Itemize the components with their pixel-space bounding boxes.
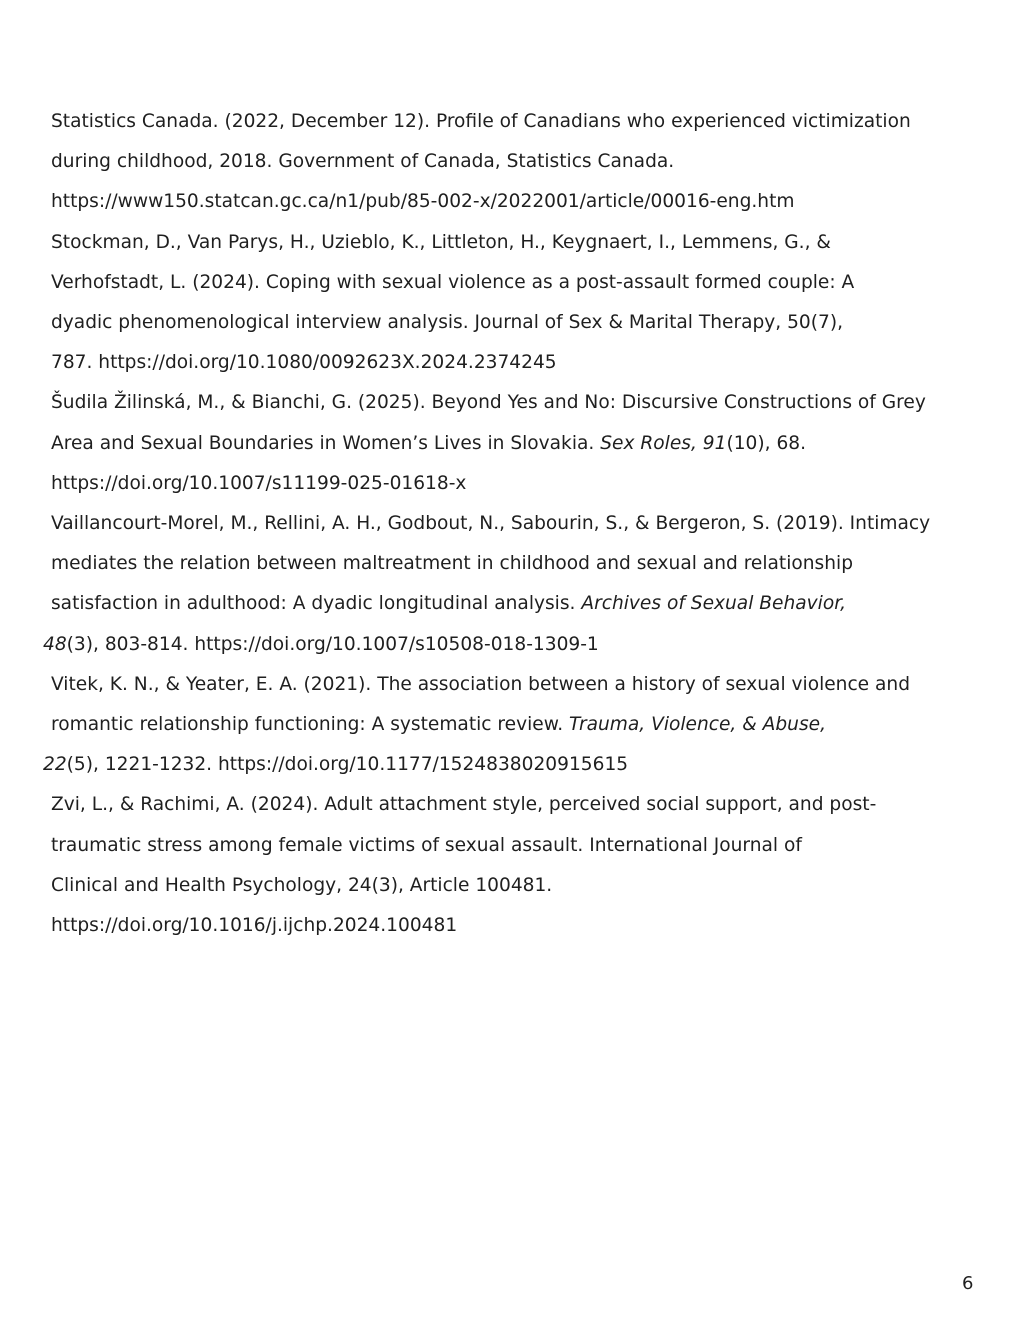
reference-line: Šudila Žilinská, M., & Bianchi, G. (2025). Beyond Yes and No: Discursive Constructions of Grey	[51, 392, 926, 414]
reference-entry-statistics-canada	[51, 102, 976, 223]
reference-line: dyadic phenomenological interview analysis. Journal of Sex & Marital Therapy, 50(7),	[51, 312, 844, 334]
reference-line: Verhofstadt, L. (2024). Coping with sexual violence as a post-assault formed couple: A	[51, 271, 855, 293]
reference-line-with-link[interactable]	[43, 745, 976, 785]
reference-entry-stockman	[51, 223, 976, 384]
reference-line-with-link[interactable]	[43, 625, 976, 665]
reference-link[interactable]: https://doi.org/10.1016/j.ijchp.2024.100481	[51, 915, 458, 937]
reference-line	[51, 584, 976, 624]
reference-link[interactable]: https://doi.org/10.1007/s11199-025-01618-x	[51, 472, 467, 494]
reference-link[interactable]: https://www150.statcan.gc.ca/n1/pub/85-002-x/2022001/article/00016-eng.htm	[51, 191, 795, 213]
reference-line	[51, 705, 976, 745]
page-number: 6	[962, 1273, 974, 1294]
reference-line	[51, 424, 976, 464]
reference-line: traumatic stress among female victims of sexual assault. International Journal of	[51, 834, 802, 856]
journal-title: Sex Roles, 91	[600, 432, 727, 454]
reference-text: romantic relationship functioning: A systematic review.	[51, 714, 570, 736]
reference-line: during childhood, 2018. Government of Canada, Statistics Canada.	[51, 151, 675, 173]
reference-line: Vaillancourt-Morel, M., Rellini, A. H., Godbout, N., Sabourin, S., & Bergeron, S. (2019). Intimacy	[51, 513, 931, 535]
reference-line: Statistics Canada. (2022, December 12). Profile of Canadians who experienced victimization	[51, 111, 911, 132]
reference-entry-vaillancourt-morel	[43, 504, 976, 665]
reference-text: (3), 803-814. https://doi.org/10.1007/s10508-018-1309-1	[66, 633, 599, 655]
reference-entry-zvi	[51, 785, 976, 946]
reference-line: Zvi, L., & Rachimi, A. (2024). Adult attachment style, perceived social support, and post-	[51, 794, 877, 816]
reference-text: (5), 1221-1232. https://doi.org/10.1177/1524838020915615	[66, 754, 629, 776]
reference-text: Area and Sexual Boundaries in Women’s Lives in Slovakia.	[51, 432, 601, 454]
journal-title: Archives of Sexual Behavior,	[581, 593, 847, 615]
reference-line: mediates the relation between maltreatment in childhood and sexual and relationship	[51, 553, 853, 575]
journal-title: Trauma, Violence, & Abuse,	[569, 714, 826, 736]
reference-entry-vitek	[43, 665, 976, 786]
volume-number: 48	[43, 633, 67, 655]
reference-entry-sudila-zilinska	[51, 383, 976, 504]
reference-line: Stockman, D., Van Parys, H., Uzieblo, K., Littleton, H., Keygnaert, I., Lemmens, G., &	[51, 231, 831, 253]
reference-list	[43, 102, 976, 946]
reference-line: Clinical and Health Psychology, 24(3), Article 100481.	[51, 874, 553, 896]
reference-text: (10), 68.	[726, 432, 807, 454]
volume-number: 22	[43, 754, 67, 776]
reference-line-with-link[interactable]: 787. https://doi.org/10.1080/0092623X.2024.2374245	[51, 352, 557, 374]
reference-text: satisfaction in adulthood: A dyadic longitudinal analysis.	[51, 593, 582, 615]
reference-line: Vitek, K. N., & Yeater, E. A. (2021). The association between a history of sexual violence and	[51, 673, 911, 695]
